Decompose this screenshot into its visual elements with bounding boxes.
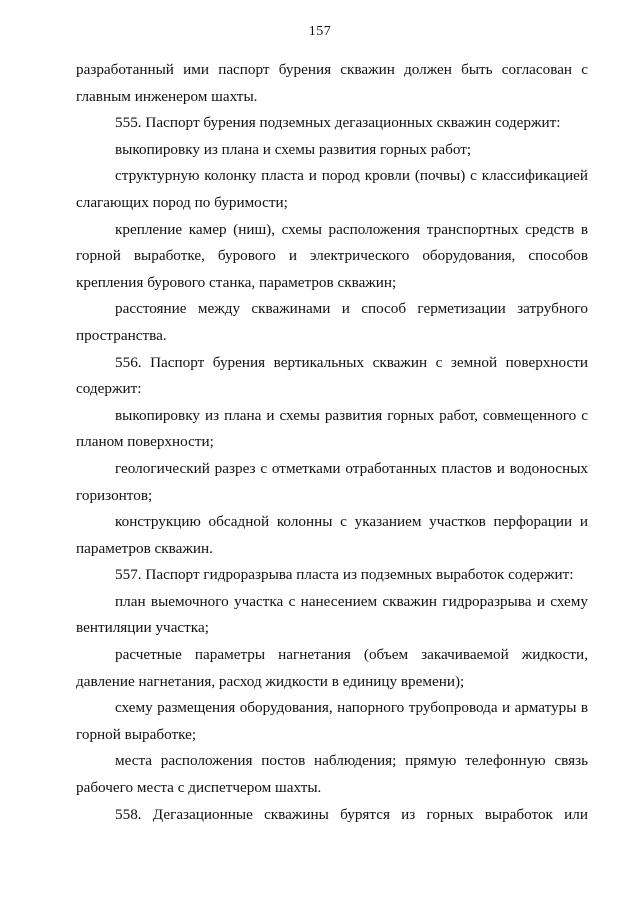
- paragraph-557-item-1: план выемочного участка с нанесением скважин гидроразрыва и схему вентиляции участка;: [76, 592, 588, 637]
- paragraph-556-item-1: выкопировку из плана и схемы развития горных работ, совмещенного с планом поверхности;: [76, 406, 588, 451]
- paragraph-557-item-4: места расположения постов наблюдения; прямую телефонную связь рабочего места с диспетчером шахты.: [76, 752, 588, 797]
- paragraph-557-item-3: схему размещения оборудования, напорного трубопровода и арматуры в горной выработке;: [76, 699, 588, 743]
- paragraph-557-item-2: расчетные параметры нагнетания (объем закачиваемой жидкости, давление нагнетания, расход жидкости в единицу времени);: [76, 646, 588, 690]
- paragraph-556-item-3: конструкцию обсадной колонны с указанием участков перфорации и параметров скважин.: [76, 513, 588, 557]
- paragraph-555-item-3: крепление камер (ниш), схемы расположения транспортных средств в горной выработке, бурового и электрического оборудования, способов крепления бурового станка, параметров скважин;: [76, 220, 588, 291]
- paragraph-557-heading: 557. Паспорт гидроразрыва пласта из подземных выработок содержит:: [115, 566, 574, 584]
- paragraph-556-item-2: геологический разрез с отметками отработанных пластов и водоносных горизонтов;: [76, 459, 588, 504]
- paragraph-556-heading: 556. Паспорт бурения вертикальных скважин с земной поверхности содержит:: [76, 353, 588, 398]
- page-number: 157: [308, 24, 332, 39]
- paragraph-555-item-1: выкопировку из плана и схемы развития горных работ;: [115, 140, 472, 158]
- paragraph-558-start: 558. Дегазационные скважины бурятся из горных выработок или: [115, 805, 588, 823]
- paragraph-continuation: разработанный ими паспорт бурения скважин должен быть согласован с главным инженером шахты.: [76, 61, 588, 105]
- paragraph-555-item-2: структурную колонку пласта и пород кровли (почвы) с классификацией слагающих пород по буримости;: [76, 167, 588, 211]
- paragraph-555-heading: 555. Паспорт бурения подземных дегазационных скважин содержит:: [115, 114, 561, 132]
- document-body: [76, 57, 588, 828]
- paragraph-555-item-4: расстояние между скважинами и способ герметизации затрубного пространства.: [76, 300, 588, 344]
